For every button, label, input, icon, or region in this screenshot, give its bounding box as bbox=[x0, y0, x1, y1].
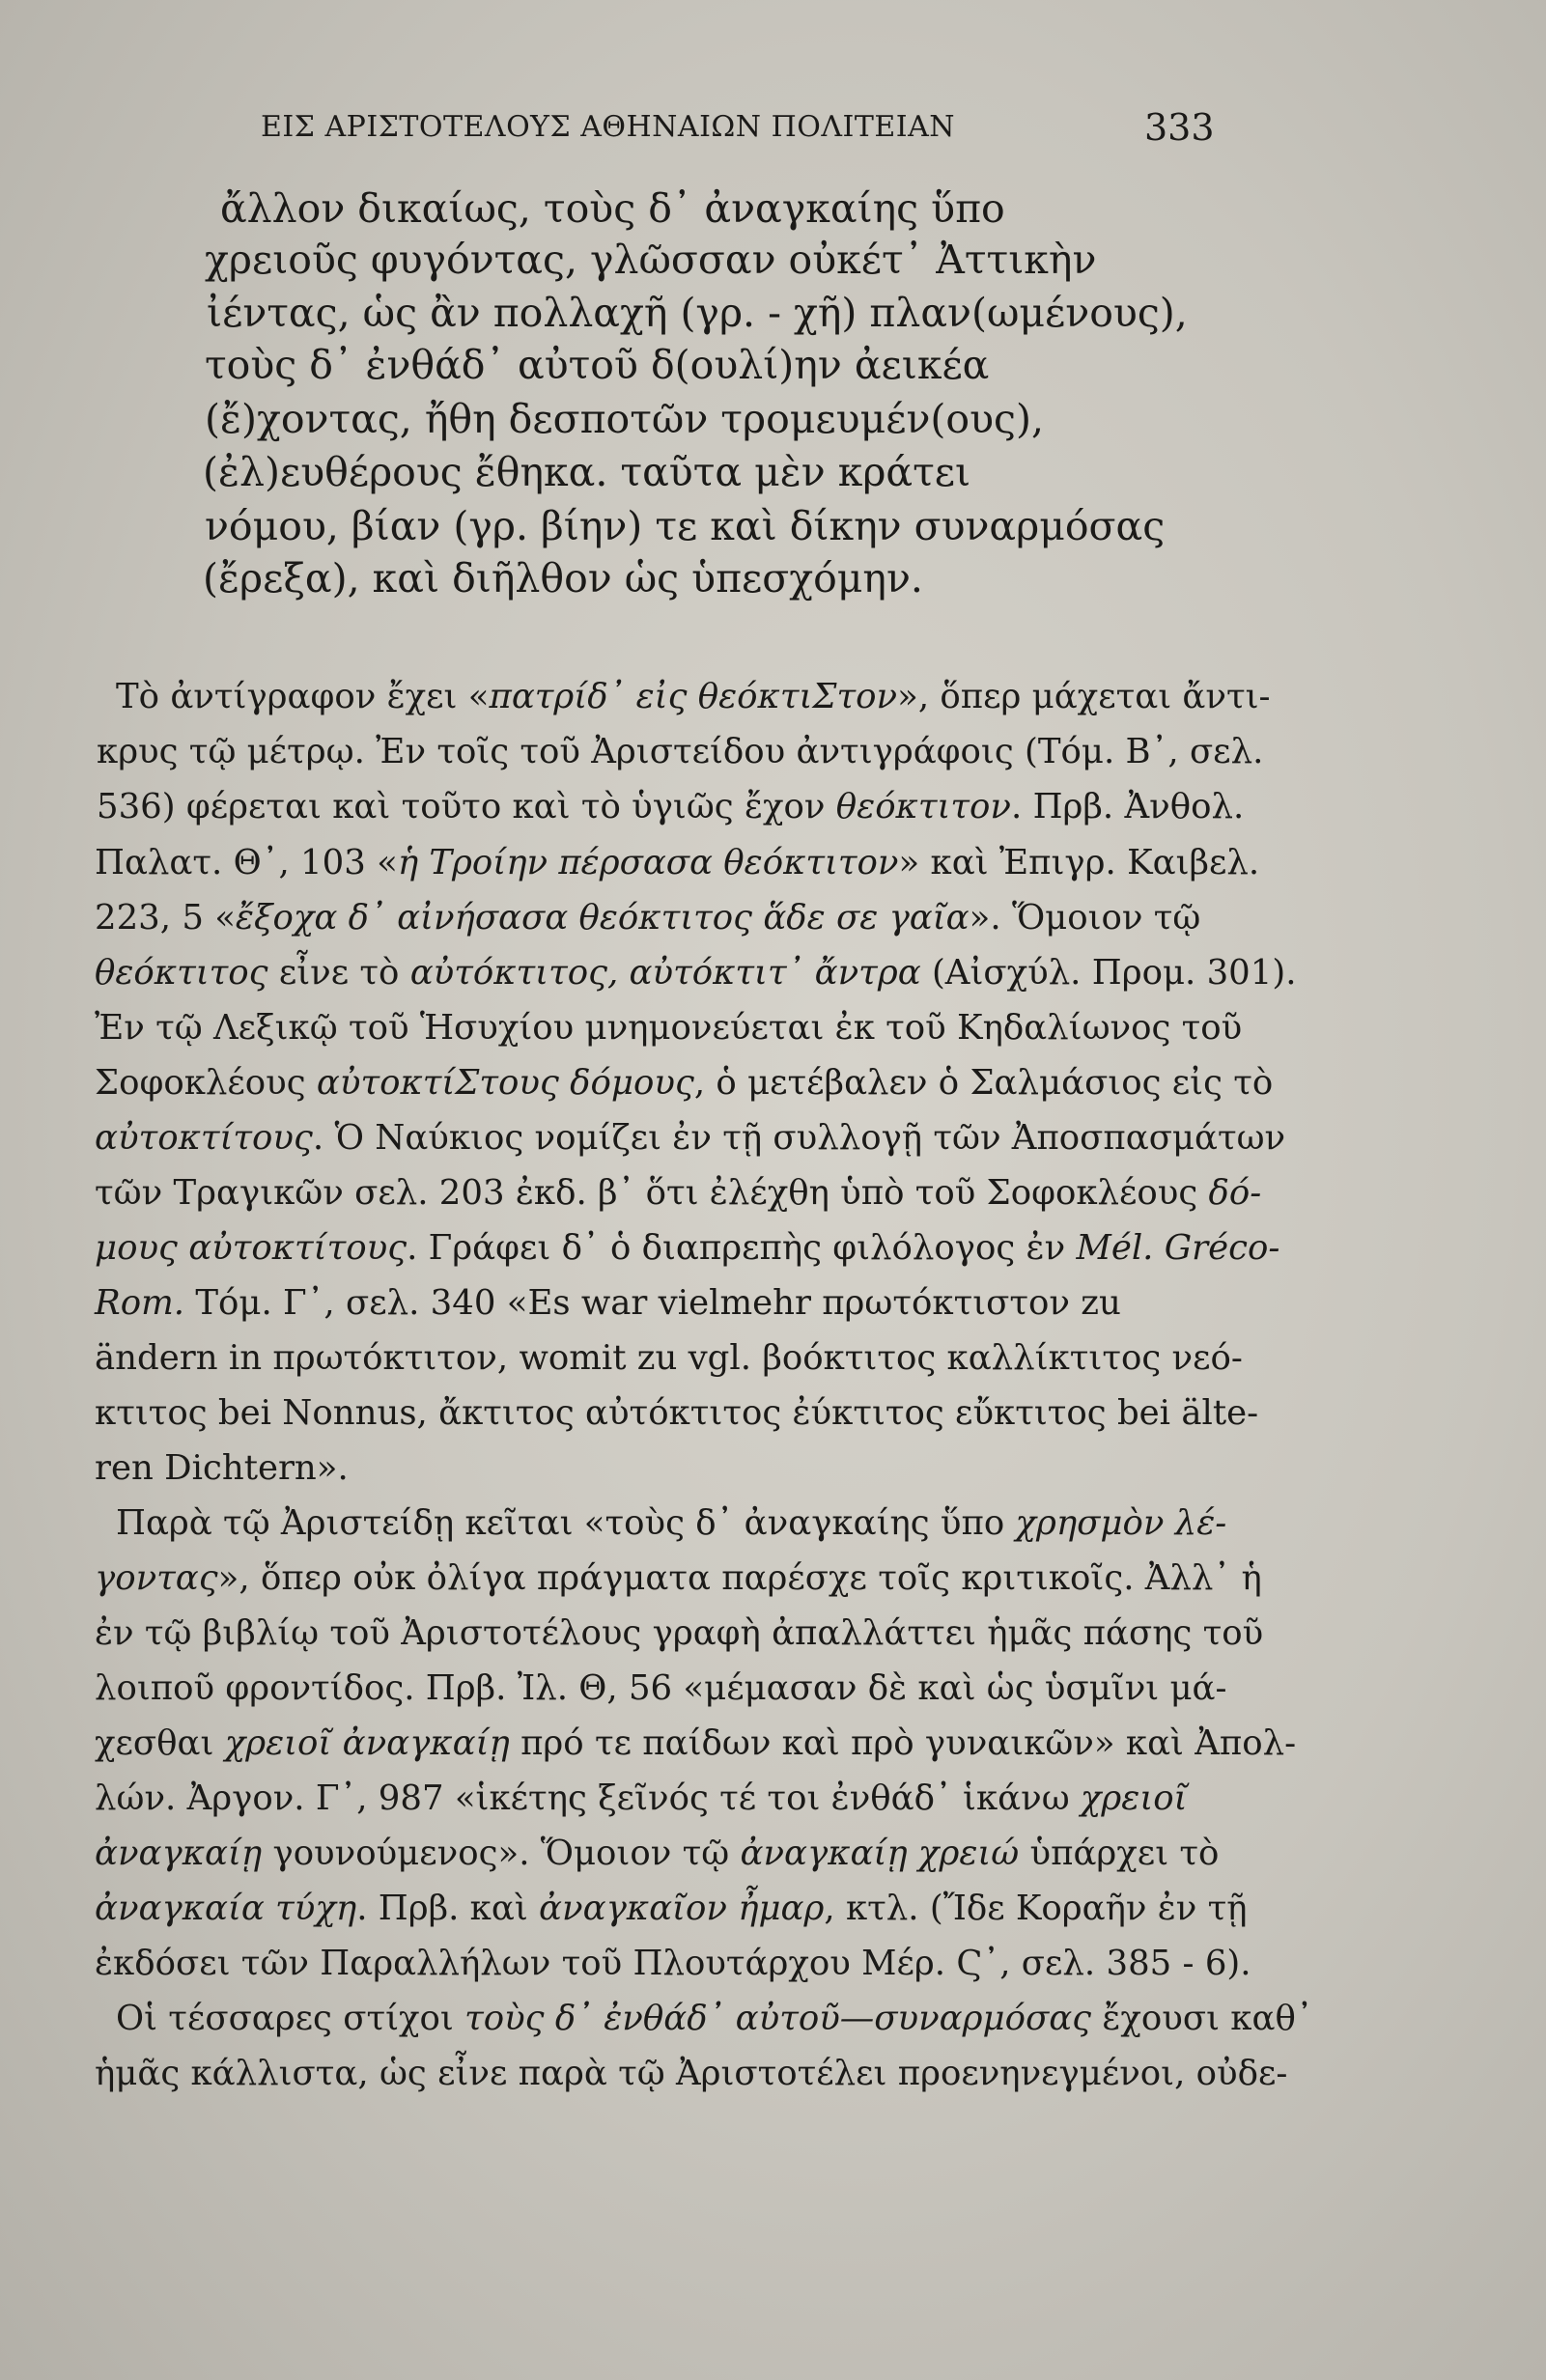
paragraph-1-line: αὐτοκτίτους. Ὁ Ναύκιος νομίζει ἐν τῇ συλλογῇ τῶν Ἀποσπασμάτων bbox=[95, 1118, 1286, 1158]
paragraph-2-line: γοντας», ὅπερ οὐκ ὀλίγα πράγματα παρέσχε τοῖς κριτικοῖς. Ἀλλ᾽ ἡ bbox=[95, 1558, 1262, 1598]
paragraph-1-line: θεόκτιτος εἶνε τὸ αὐτόκτιτος, αὐτόκτιτ᾽ ἄντρα (Αἰσχύλ. Προμ. 301). bbox=[95, 953, 1297, 993]
paragraph-3-line: Οἱ τέσσαρες στίχοι τοὺς δ᾽ ἐνθάδ᾽ αὐτοῦ—συναρμόσας ἔχουσι καθ᾽ bbox=[116, 1999, 1313, 2038]
verse-line: ἄλλον δικαίως, τοὺς δ᾽ ἀναγκαίης ὕπο bbox=[220, 185, 1005, 232]
paragraph-2-line: ἀναγκαίῃ γουνούμενος». Ὅμοιον τῷ ἀναγκαίῃ χρειώ ὑπάρχει τὸ bbox=[95, 1834, 1220, 1873]
paragraph-1-line: μους αὐτοκτίτους. Γράφει δ᾽ ὁ διαπρεπὴς φιλόλογος ἐν Mél. Gréco- bbox=[95, 1228, 1280, 1268]
paragraph-1-line: τῶν Τραγικῶν σελ. 203 ἐκδ. β᾽ ὅτι ἐλέχθη ὑπὸ τοῦ Σοφοκλέους δό- bbox=[95, 1173, 1262, 1213]
verse-line: ἰέντας, ὡς ἂν πολλαχῆ (γρ. - χῆ) πλαν(ωμένους), bbox=[207, 290, 1188, 336]
paragraph-1-line: κρυς τῷ μέτρῳ. Ἐν τοῖς τοῦ Ἀριστείδου ἀντιγράφοις (Τόμ. Β᾽, σελ. bbox=[97, 732, 1264, 771]
paragraph-2-line: χεσθαι χρειοῖ ἀναγκαίῃ πρό τε παίδων καὶ πρὸ γυναικῶν» καὶ Ἀπολ- bbox=[95, 1723, 1297, 1763]
paragraph-1-line: Σοφοκλέους αὐτοκτίΣτους δόμους, ὁ μετέβαλεν ὁ Σαλμάσιος εἰς τὸ bbox=[95, 1063, 1274, 1103]
running-title: ΕΙΣ ΑΡΙΣΤΟΤΕΛΟΥΣ ΑΘΗΝΑΙΩΝ ΠΟΛΙΤΕΙΑΝ bbox=[261, 110, 956, 144]
paragraph-1-line: 536) φέρεται καὶ τοῦτο καὶ τὸ ὑγιῶς ἔχον θεόκτιτον. Πρβ. Ἀνθολ. bbox=[97, 787, 1245, 826]
paragraph-1-line: ändern in πρωτόκτιτον, womit zu vgl. βοόκτιτος καλλίκτιτος νεό- bbox=[95, 1338, 1243, 1378]
verse-line: (ἔ)χοντας, ἤθη δεσποτῶν τρομευμέν(ους), bbox=[205, 396, 1044, 442]
paragraph-1-line: Ἐν τῷ Λεξικῷ τοῦ Ἡσυχίου μνημονεύεται ἐκ τοῦ Κηδαλίωνος τοῦ bbox=[95, 1008, 1243, 1048]
paragraph-1-line: ren Dichtern». bbox=[95, 1448, 349, 1488]
verse-line: τοὺς δ᾽ ἐνθάδ᾽ αὐτοῦ δ(ουλί)ην ἀεικέα bbox=[205, 342, 990, 388]
paragraph-1-line: Τὸ ἀντίγραφον ἔχει «πατρίδ᾽ εἰς θεόκτιΣτον», ὅπερ μάχεται ἄντι- bbox=[116, 677, 1271, 716]
page-header bbox=[261, 106, 1226, 154]
paragraph-2-line: Παρὰ τῷ Ἀριστείδῃ κεῖται «τοὺς δ᾽ ἀναγκαίης ὕπο χρησμὸν λέ- bbox=[116, 1503, 1227, 1543]
paragraph-2-line: ἐν τῷ βιβλίῳ τοῦ Ἀριστοτέλους γραφὴ ἀπαλλάττει ἡμᾶς πάσης τοῦ bbox=[95, 1613, 1264, 1653]
verse-line: χρειοῦς φυγόντας, γλῶσσαν οὐκέτ᾽ Ἀττικὴν bbox=[205, 237, 1097, 283]
paragraph-1-line: Rom. Τόμ. Γ᾽, σελ. 340 «Es war vielmehr πρωτόκτιστον zu bbox=[95, 1283, 1121, 1323]
page-number: 333 bbox=[1144, 106, 1215, 149]
paragraph-2-line: ἀναγκαία τύχη. Πρβ. καὶ ἀναγκαῖον ἦμαρ, κτλ. (Ἴδε Κοραῆν ἐν τῇ bbox=[95, 1889, 1248, 1928]
verse-line: (ἔρεξα), καὶ διῆλθον ὡς ὑπεσχόμην. bbox=[203, 555, 923, 602]
paragraph-3-line: ἡμᾶς κάλλιστα, ὡς εἶνε παρὰ τῷ Ἀριστοτέλει προενηνεγμένοι, οὐδε- bbox=[95, 2054, 1288, 2093]
paragraph-1-line: Παλατ. Θ᾽, 103 «ἡ Τροίην πέρσασα θεόκτιτον» καὶ Ἐπιγρ. Καιβελ. bbox=[95, 843, 1260, 882]
paragraph-1-line: κτιτος bei Nonnus, ἄκτιτος αὐτόκτιτος ἐύκτιτος εὔκτιτος bei älte- bbox=[95, 1393, 1259, 1433]
paragraph-2-line: ἐκδόσει τῶν Παραλλήλων τοῦ Πλουτάρχου Μέρ. Ϛ᾽, σελ. 385 - 6). bbox=[95, 1944, 1251, 1983]
verse-line: νόμου, βίαν (γρ. βίην) τε καὶ δίκην συναρμόσας bbox=[205, 503, 1166, 549]
paragraph-1-line: 223, 5 «ἔξοχα δ᾽ αἰνήσασα θεόκτιτος ἅδε σε γαῖα». Ὅμοιον τῷ bbox=[95, 898, 1201, 938]
paragraph-2-line: λοιποῦ φροντίδος. Πρβ. Ἰλ. Θ, 56 «μέμασαν δὲ καὶ ὡς ὑσμῖνι μά- bbox=[95, 1668, 1227, 1708]
paragraph-2-line: λών. Ἀργον. Γ᾽, 987 «ἱκέτης ξεῖνός τέ τοι ἐνθάδ᾽ ἱκάνω χρειοῖ bbox=[95, 1778, 1188, 1818]
verse-line: (ἐλ)ευθέρους ἔθηκα. ταῦτα μὲν κράτει bbox=[203, 449, 971, 495]
